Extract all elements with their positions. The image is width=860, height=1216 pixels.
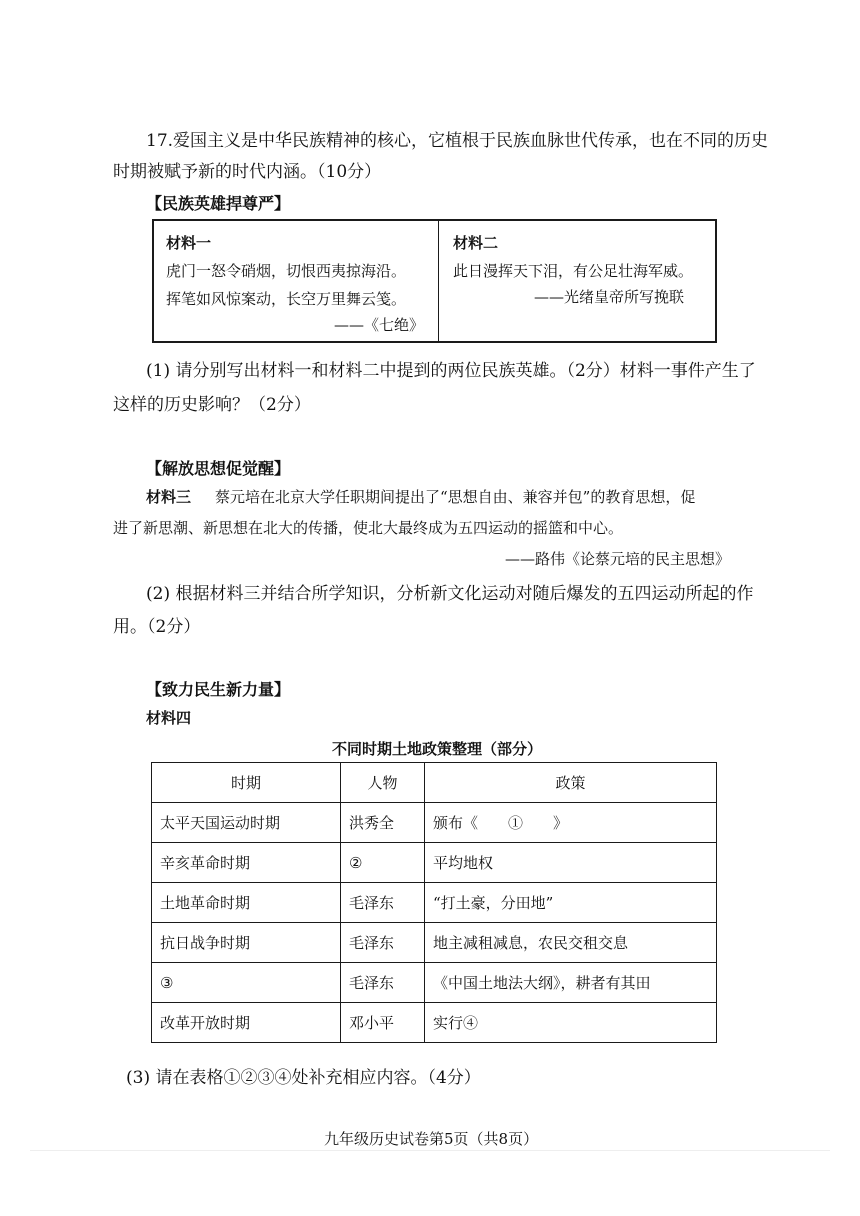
materials-divider <box>438 221 439 341</box>
cell-period: ③ <box>152 963 341 1003</box>
page-footer: 九年级历史试卷第5页（共8页） <box>324 1130 539 1148</box>
cell-period: 土地革命时期 <box>152 883 341 923</box>
cell-policy: 颁布《 ① 》 <box>425 803 717 843</box>
cell-person: 邓小平 <box>341 1003 425 1043</box>
table-row <box>152 1003 717 1043</box>
materials-box <box>152 219 717 343</box>
cell-policy: “打土豪，分田地” <box>425 883 717 923</box>
land-policy-table <box>151 762 717 1043</box>
material3-label: 材料三 <box>146 488 192 506</box>
cell-period: 太平天国运动时期 <box>152 803 341 843</box>
cell-policy: 《中国土地法大纲》，耕者有其田 <box>425 963 717 1003</box>
header-policy: 政策 <box>425 763 717 803</box>
cell-person: 毛泽东 <box>341 883 425 923</box>
material3-line1: 蔡元培在北京大学任职期间提出了“思想自由、兼容并包”的教育思想，促 <box>215 488 696 506</box>
cell-policy: 实行④ <box>425 1003 717 1043</box>
cell-person: ② <box>341 843 425 883</box>
footer-divider <box>30 1150 830 1151</box>
material1-line1: 虎门一怒令硝烟，切恨西夷掠海沿。 <box>166 262 407 280</box>
table-caption: 不同时期土地政策整理（部分） <box>332 740 543 758</box>
cell-period: 辛亥革命时期 <box>152 843 341 883</box>
material2-source: ——光绪皇帝所写挽联 <box>534 288 685 306</box>
material1-label: 材料一 <box>166 234 212 252</box>
cell-period: 改革开放时期 <box>152 1003 341 1043</box>
question-2-line1: (2) 根据材料三并结合所学知识，分析新文化运动对随后爆发的五四运动所起的作 <box>146 584 754 604</box>
table-row <box>152 883 717 923</box>
material3-source: ——路伟《论蔡元培的民主思想》 <box>505 550 731 568</box>
table-row <box>152 803 717 843</box>
material1-line2: 挥笔如风惊案动，长空万里舞云笺。 <box>166 290 407 308</box>
question-1-line1: (1) 请分别写出材料一和材料二中提到的两位民族英雄。（2分）材料一事件产生了 <box>146 361 756 381</box>
cell-person: 洪秀全 <box>341 803 425 843</box>
question-2-line2: 用。（2分） <box>113 617 201 637</box>
cell-policy: 平均地权 <box>425 843 717 883</box>
question-17-line1: 17.爱国主义是中华民族精神的核心，它植根于民族血脉世代传承，也在不同的历史 <box>146 131 769 151</box>
cell-person: 毛泽东 <box>341 923 425 963</box>
cell-person: 毛泽东 <box>341 963 425 1003</box>
table-row <box>152 963 717 1003</box>
question-3: (3) 请在表格①②③④处补充相应内容。（4分） <box>126 1068 481 1088</box>
section-title-heroes: 【民族英雄捍尊严】 <box>146 194 291 213</box>
material1-source: ——《七绝》 <box>334 316 425 334</box>
section-title-livelihood: 【致力民生新力量】 <box>146 680 291 699</box>
material2-line1: 此日漫挥天下泪，有公足壮海军威。 <box>453 262 694 280</box>
section-title-thought: 【解放思想促觉醒】 <box>146 459 291 478</box>
cell-policy: 地主减租减息，农民交租交息 <box>425 923 717 963</box>
material2-label: 材料二 <box>453 234 499 252</box>
table-header-row <box>152 763 717 803</box>
material4-label: 材料四 <box>146 709 192 727</box>
question-17-line2: 时期被赋予新的时代内涵。（10分） <box>113 162 382 182</box>
header-person: 人物 <box>341 763 425 803</box>
question-1-line2: 这样的历史影响？（2分） <box>113 395 311 415</box>
table-row <box>152 923 717 963</box>
cell-period: 抗日战争时期 <box>152 923 341 963</box>
material3-line2: 进了新思潮、新思想在北大的传播，使北大最终成为五四运动的摇篮和中心。 <box>113 519 624 537</box>
table-row <box>152 843 717 883</box>
header-period: 时期 <box>152 763 341 803</box>
